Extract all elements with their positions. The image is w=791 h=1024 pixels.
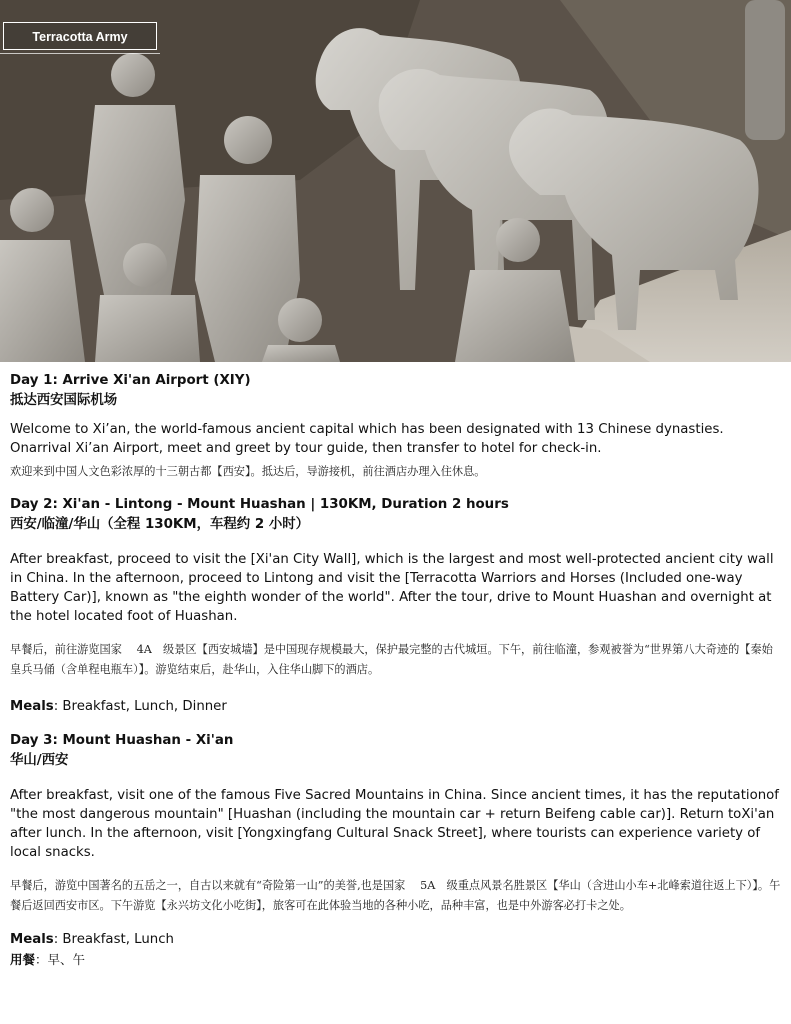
day-3-meals-value: : Breakfast, Lunch — [53, 932, 174, 947]
day-2-meals-label: Meals — [10, 699, 54, 714]
hero-photo — [0, 0, 791, 362]
day-2-section — [10, 495, 782, 717]
day-3-description-en: After breakfast, visit one of the famous Five Sacred Mountains in China. Since ancient times, it has the reputationof "the most dangerous mountain" [Huashan (including the mountain car + return Beifeng cable car)]. Return toXi'an after lunch. In the afternoon, visit [Yongxingfang Cultural Snack Street], where tourists can experience variety of local snacks. — [10, 788, 779, 860]
day-3-meals — [10, 930, 782, 950]
day-2-description-en: After breakfast, proceed to visit the [Xi'an City Wall], which is the largest and most well-protected ancient city wall in China. In the afternoon, proceed to Lintong and visit the [Terracotta Warriors and Horses (Included one-way Battery Car)], known as "the eighth wonder of the world". After the tour, drive to Mount Huashan and overnight at the hotel located foot of Huashan. — [10, 552, 774, 624]
day-3-meals-cn — [10, 950, 782, 970]
day-2-meals — [10, 697, 782, 717]
caption-divider — [0, 53, 160, 54]
day-3-section — [10, 731, 782, 970]
day-3-title-cn: 华山/西安 — [10, 753, 69, 768]
day-3-meals-cn-label: 用餐 — [10, 952, 36, 967]
day-3-meals-label: Meals — [10, 932, 54, 947]
day-1-section — [10, 371, 782, 482]
photo-caption: Terracotta Army — [3, 22, 157, 50]
day-1-description-en: Welcome to Xi’an, the world-famous ancient capital which has been designated with 13 Chinese dynasties. Onarrival Xi’an Airport, meet and greet by tour guide, then transfer to hotel for check-in. — [10, 422, 724, 456]
day-2-meals-value: : Breakfast, Lunch, Dinner — [53, 699, 227, 714]
terracotta-army-illustration — [0, 0, 791, 362]
day-2-title: Day 2: Xi'an - Lintong - Mount Huashan | 130KM, Duration 2 hours — [10, 497, 509, 512]
day-2-title-cn: 西安/临潼/华山（全程 130KM，车程约 2 小时） — [10, 517, 309, 532]
day-2-description-cn: 早餐后，前往游览国家 4A 级景区【西安城墙】是中国现存规模最大，保护最完整的古代城垣。下午，前往临潼，参观被誉为“世界第八大奇迹的【秦始皇兵马俑（含单程电瓶车）】。游览结束后，赴华山，入住华山脚下的酒店。 — [10, 643, 773, 676]
day-1-title: Day 1: Arrive Xi'an Airport (XIY) — [10, 373, 251, 388]
day-1-title-cn: 抵达西安国际机场 — [10, 393, 118, 408]
day-3-description-cn: 早餐后，游览中国著名的五岳之一，自古以来就有“奇险第一山”的美誉,也是国家 5A 级重点风景名胜景区【华山（含进山小车+北峰索道往返上下）】。午餐后返回西安市区。下午游览【永兴坊文化小吃街】，旅客可在此体验当地的各种小吃，品种丰富，也是中外游客必打卡之处。 — [10, 879, 781, 912]
day-3-meals-cn-value: ：早、午 — [35, 952, 86, 967]
day-3-title: Day 3: Mount Huashan - Xi'an — [10, 733, 234, 748]
itinerary-content — [10, 371, 782, 970]
day-1-description-cn: 欢迎来到中国人文色彩浓厚的十三朝古都【西安】。抵达后，导游接机，前往酒店办理入住休息。 — [10, 465, 486, 478]
